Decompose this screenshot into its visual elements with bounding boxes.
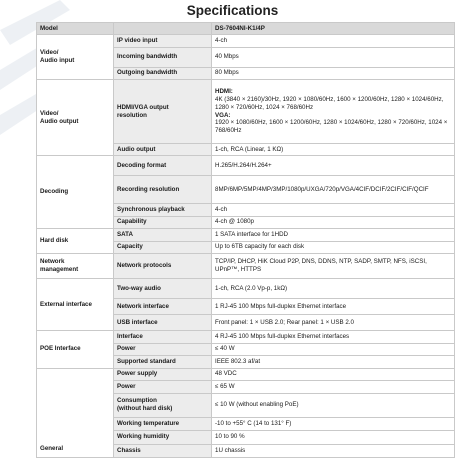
- feature-label: USB interface: [114, 315, 212, 331]
- header-model: Model: [37, 23, 114, 35]
- table-row: [37, 229, 455, 242]
- feature-value: 10 to 90 %: [212, 431, 455, 445]
- feature-label: Synchronous playback: [114, 204, 212, 217]
- feature-label: Network protocols: [114, 254, 212, 279]
- feature-label: Capacity: [114, 241, 212, 254]
- vga-value: 1920 × 1080/60Hz, 1600 × 1200/60Hz, 1280 × 1024/60Hz, 1280 × 720/60Hz, 1024 × 768/60Hz: [215, 119, 448, 135]
- hdmi-value: 4K (3840 × 2160)/30Hz, 1920 × 1080/60Hz, 1600 × 1200/60Hz, 1280 × 1024/60Hz, 1280 × 720/60Hz, 1024 × 768/60Hz: [215, 95, 444, 111]
- feature-value: 4-ch @ 1080p: [212, 216, 455, 229]
- table-row: [37, 368, 455, 381]
- vga-label: VGA:: [215, 111, 231, 119]
- page-title: Specifications: [186, 3, 279, 18]
- feature-label: Decoding format: [114, 156, 212, 176]
- table-header-row: [37, 23, 455, 35]
- header-model-value: DS-7604NI-K1/4P: [212, 23, 455, 35]
- feature-value: 80 Mbps: [212, 67, 455, 80]
- feature-value: TCP/IP, DHCP, HiK Cloud P2P, DNS, DDNS, NTP, SADP, SMTP, NFS, iSCSI, UPnP™, HTTPS: [212, 254, 455, 279]
- feature-label: Power: [114, 343, 212, 356]
- feature-value: 1U chassis: [212, 444, 455, 458]
- category-decoding: Decoding: [37, 156, 114, 229]
- feature-value: IEEE 802.3 af/at: [212, 356, 455, 369]
- feature-value: [212, 80, 455, 144]
- category-network-management: Network management: [37, 254, 114, 279]
- feature-label: Capability: [114, 216, 212, 229]
- feature-label: IP video input: [114, 35, 212, 48]
- category-external-interface: External interface: [37, 279, 114, 331]
- feature-value: ≤ 10 W (without enabling PoE): [212, 393, 455, 417]
- feature-value: 1-ch, RCA (Linear, 1 KΩ): [212, 144, 455, 156]
- feature-label: Two-way audio: [114, 279, 212, 299]
- category-general: General: [37, 368, 114, 458]
- feature-value: 40 Mbps: [212, 47, 455, 67]
- feature-label: Outgoing bandwidth: [114, 67, 212, 80]
- table-row: [37, 35, 455, 48]
- header-blank: [114, 23, 212, 35]
- feature-label: Incoming bandwidth: [114, 47, 212, 67]
- feature-label: Consumption (without hard disk): [114, 393, 212, 417]
- feature-value: Front panel: 1 × USB 2.0; Rear panel: 1 × USB 2.0: [212, 315, 455, 331]
- category-video-audio-output: Video/ Audio output: [37, 80, 114, 156]
- table-row: [37, 80, 455, 144]
- feature-value: 48 VDC: [212, 368, 455, 381]
- feature-label: Supported standard: [114, 356, 212, 369]
- hdmi-label: HDMI:: [215, 87, 233, 95]
- feature-value: 4 RJ-45 100 Mbps full-duplex Ethernet interfaces: [212, 331, 455, 344]
- feature-value: 1-ch, RCA (2.0 Vp-p, 1kΩ): [212, 279, 455, 299]
- feature-value: 8MP/6MP/5MP/4MP/3MP/1080p/UXGA/720p/VGA/4CIF/DCIF/2CIF/CIF/QCIF: [212, 176, 455, 204]
- feature-label: Power supply: [114, 368, 212, 381]
- table-row: [37, 279, 455, 299]
- feature-value: Up to 6TB capacity for each disk: [212, 241, 455, 254]
- feature-label: Working humidity: [114, 431, 212, 445]
- feature-value: 4-ch: [212, 204, 455, 217]
- category-hard-disk: Hard disk: [37, 229, 114, 254]
- feature-value: H.265/H.264/H.264+: [212, 156, 455, 176]
- feature-label: SATA: [114, 229, 212, 242]
- feature-value: 1 RJ-45 100 Mbps full-duplex Ethernet interface: [212, 299, 455, 315]
- feature-label: Working temperature: [114, 417, 212, 431]
- feature-label: HDMI/VGA output resolution: [114, 80, 212, 144]
- table-row: [37, 331, 455, 344]
- feature-value: ≤ 65 W: [212, 381, 455, 394]
- feature-label: Chassis: [114, 444, 212, 458]
- feature-label: Power: [114, 381, 212, 394]
- table-row: [37, 254, 455, 279]
- feature-label: Audio output: [114, 144, 212, 156]
- spec-table: [36, 22, 455, 458]
- feature-value: -10 to +55° C (14 to 131° F): [212, 417, 455, 431]
- category-poe-interface: POE Interface: [37, 331, 114, 369]
- feature-label: Recording resolution: [114, 176, 212, 204]
- feature-value: 1 SATA interface for 1HDD: [212, 229, 455, 242]
- feature-value: ≤ 40 W: [212, 343, 455, 356]
- feature-value: 4-ch: [212, 35, 455, 48]
- table-row: [37, 156, 455, 176]
- category-video-audio-input: Video/ Audio input: [37, 35, 114, 80]
- feature-label: Interface: [114, 331, 212, 344]
- feature-label: Network interface: [114, 299, 212, 315]
